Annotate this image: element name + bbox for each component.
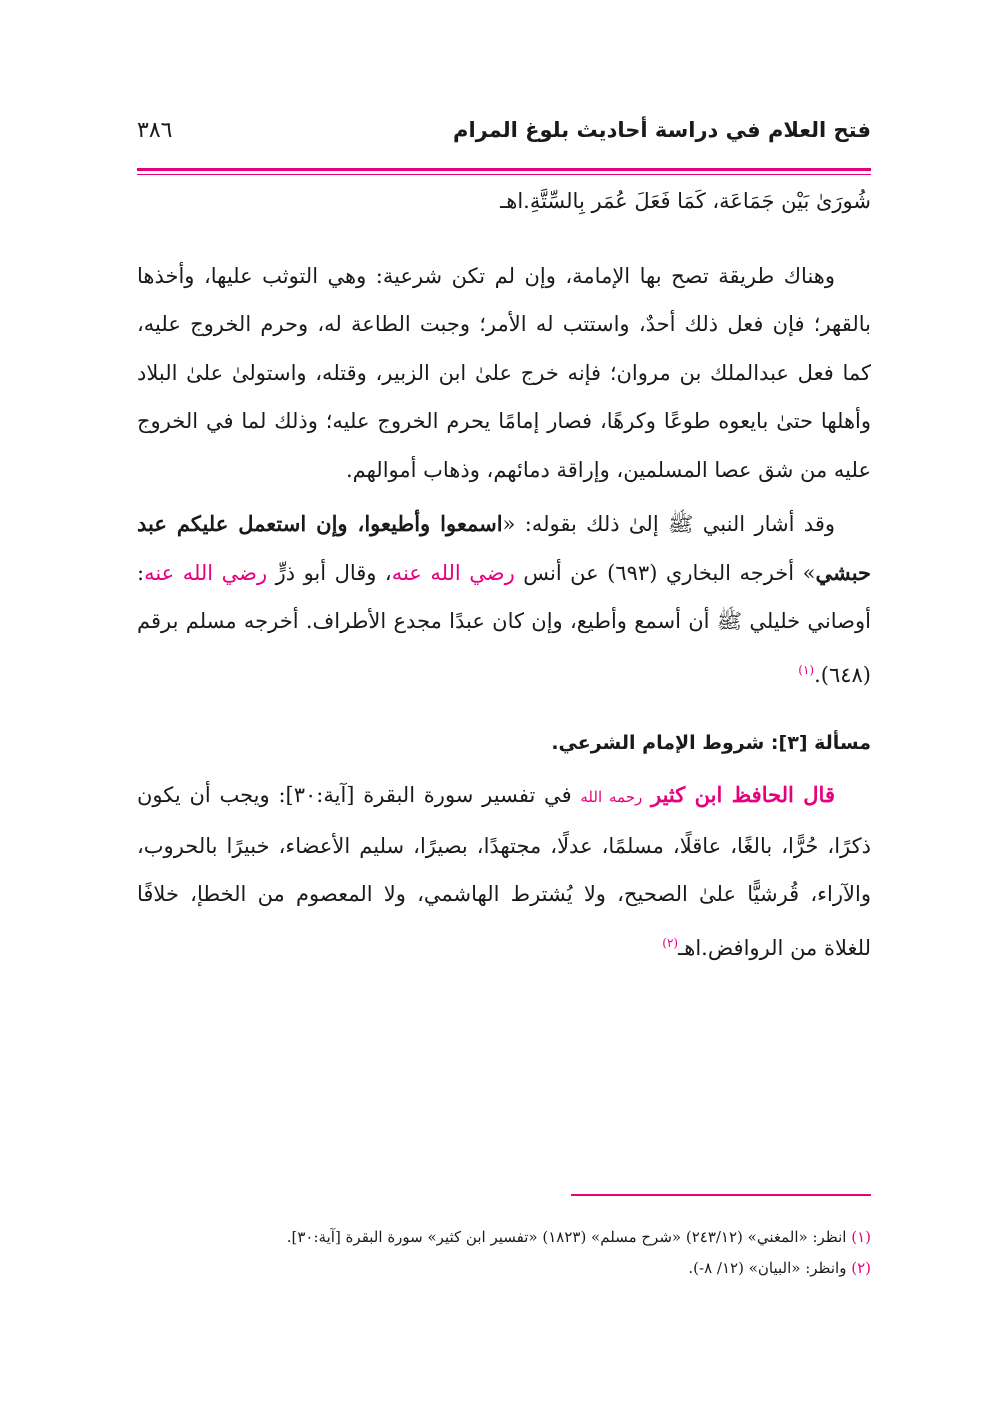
- carry-over-line: شُورَىٰ بَيْن جَمَاعَة، كَمَا فَعَلَ عُمَر بِالسِّتَّةِ.اهـ: [500, 189, 871, 213]
- page: [137, 118, 871, 1318]
- footnotes: [137, 1222, 871, 1284]
- footnote-1: [137, 1222, 871, 1253]
- footnote-text: وانظر: «البيان» (١٢/ ٨-).: [688, 1259, 852, 1277]
- book-title: فتح العلام في دراسة أحاديث بلوغ المرام: [453, 118, 871, 142]
- footnote-ref-2[interactable]: (٢): [662, 935, 679, 950]
- hadith-rest: : أوصاني خليلي ﷺ أن أسمع وأطيع، وإن كان عبدًا مجدع الأطراف. أخرجه مسلم برقم (٦٤٨).: [137, 560, 871, 687]
- paragraph-hadith: [137, 500, 871, 699]
- header-rule-thick: [137, 168, 871, 171]
- paragraph-usurpation: وهناك طريقة تصح بها الإمامة، وإن لم تكن شرعية: وهي التوثب عليها، وأخذها بالقهر؛ فإن فعل ذلك أحدٌ، واستتب له الأمر؛ وجبت الطاعة له، وحرم الخروج عليه، كما فعل عبدالملك بن مروان؛ فإنه خرج علىٰ ابن الزبير، وقتله، واستولىٰ علىٰ البلاد وأهلها حتىٰ بايعوه طوعًا وكرهًا، فصار إمامًا يحرم الخروج عليه؛ وذلك لما في الخروج عليه من شق عصا المسلمين، وإراقة دمائهم، وذهاب أموالهم.: [137, 263, 871, 482]
- footnote-number: (٢): [851, 1259, 871, 1277]
- footnote-ref-1[interactable]: (١): [798, 662, 815, 677]
- rahimahu-honorific: رحمه الله: [580, 788, 643, 806]
- header-rule-thin: [137, 174, 871, 175]
- hadith-mid: ، وقال أبو ذرٍّ: [267, 560, 392, 585]
- footnote-2: [137, 1253, 871, 1284]
- ibn-kathir-text: في تفسير سورة البقرة [آية:٣٠]: ويجب أن يكون ذكرًا، حُرًّا، بالغًا، عاقلًا، مسلمًا، عدلًا، مجتهدًا، بصيرًا، سليم الأعضاء، خبيرًا بالحروب، والآراء، قُرشيًّا علىٰ الصحيح، ولا يُشترط الهاشمي، ولا المعصوم من الخطإ، خلافًا للغلاة من الروافض.اهـ: [137, 783, 871, 960]
- running-header: [137, 118, 871, 164]
- hadith-close: » أخرجه البخاري (٦٩٣) عن أنس: [514, 560, 816, 585]
- radiya-honorific-2: رضي الله عنه: [144, 560, 268, 585]
- masala-heading: مسألة [٣]: شروط الإمام الشرعي.: [551, 732, 871, 754]
- paragraph-ibn-kathir: [137, 771, 871, 972]
- speaker-name: قال الحافظ ابن كثير: [651, 782, 835, 807]
- page-number: ٣٨٦: [137, 118, 173, 143]
- footnote-separator: [571, 1194, 871, 1196]
- hadith-intro: وقد أشار النبي ﷺ إلىٰ ذلك بقوله: «: [502, 512, 836, 536]
- footnote-number: (١): [851, 1228, 871, 1246]
- footnote-text: انظر: «المغني» (٢٤٣/١٢) «شرح مسلم» (١٨٢٣) «تفسير ابن كثير» سورة البقرة [آية:٣٠].: [286, 1228, 852, 1246]
- hadith-text: اسمعوا وأطيعوا، وإن استعمل عليكم عبد حبشي: [137, 511, 872, 585]
- radiya-honorific-1: رضي الله عنه: [391, 560, 515, 585]
